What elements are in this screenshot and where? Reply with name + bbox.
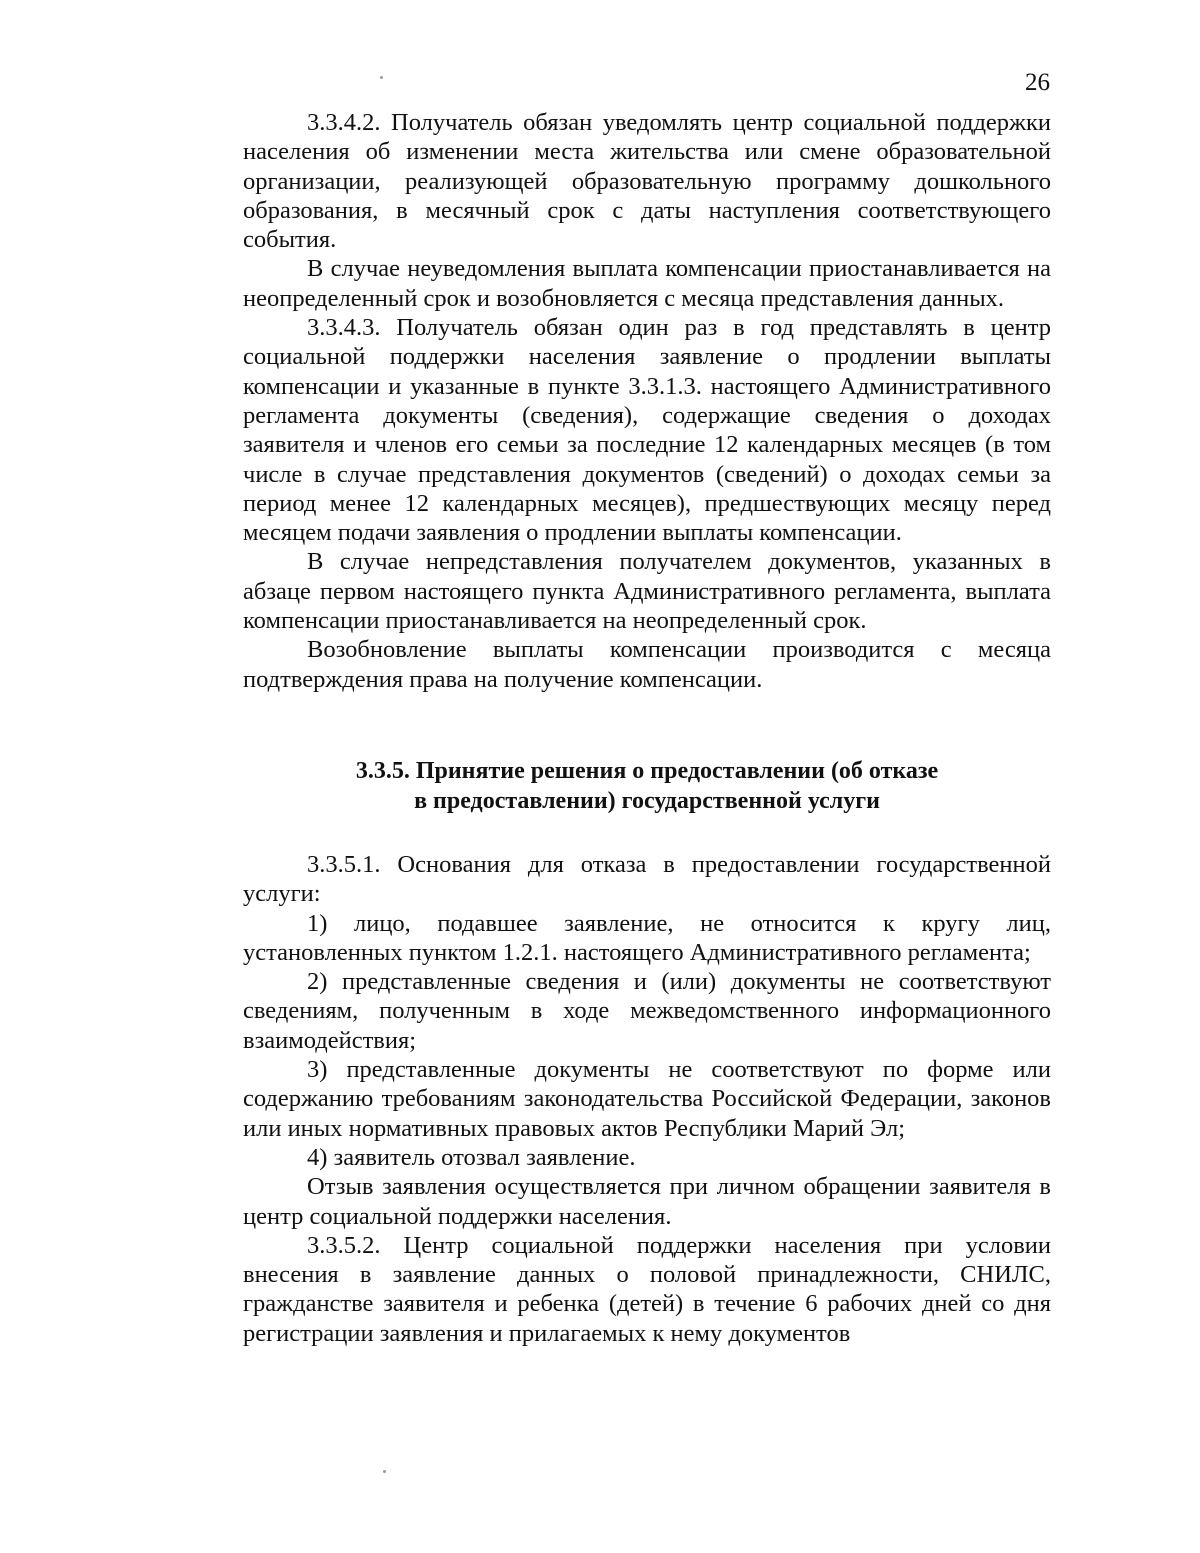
scan-speck	[380, 76, 383, 79]
heading-spacer	[243, 816, 1051, 850]
list-item-3: 3) представленные документы не соответствуют по форме или содержанию требованиям законодательства Российской Федерации, законов или иных нормативных правовых актов Республики Марий Эл;	[243, 1056, 1051, 1142]
paragraph-withdrawal: Отзыв заявления осуществляется при личном обращении заявителя в центр социальной поддержки населения.	[243, 1173, 1051, 1230]
paragraph-resumption: Возобновление выплаты компенсации производится с месяца подтверждения права на получение компенсации.	[243, 636, 1051, 693]
document-body	[243, 108, 1051, 1348]
list-item-2: 2) представленные сведения и (или) документы не соответствуют сведениям, полученным в ходе межведомственного информационного взаимодействия;	[243, 968, 1051, 1054]
list-item-4: 4) заявитель отозвал заявление.	[307, 1143, 636, 1171]
list-item-1: 1) лицо, подавшее заявление, не относится к кругу лиц, установленных пунктом 1.2.1. настоящего Административного регламента;	[243, 909, 1051, 966]
paragraph-3-3-5-1: 3.3.5.1. Основания для отказа в предоставлении государственной услуги:	[243, 850, 1051, 908]
section-heading-3-3-5	[243, 756, 1051, 816]
page-number: 26	[1025, 69, 1050, 96]
paragraph-non-notification: В случае неуведомления выплата компенсации приостанавливается на неопределенный срок и возобновляется с месяца представления данных.	[243, 255, 1051, 312]
scan-speck	[383, 1470, 386, 1473]
section-heading-line-2: в предоставлении) государственной услуги	[414, 787, 880, 814]
paragraph-3-3-5-2: 3.3.5.2. Центр социальной поддержки населения при условии внесения в заявление данных о половой принадлежности, СНИЛС, гражданстве заявителя и ребенка (детей) в течение 6 рабочих дней со дня регистрации заявления и прилагаемых к нему документов	[243, 1231, 1051, 1347]
paragraph-3-3-4-2: 3.3.4.2. Получатель обязан уведомлять центр социальной поддержки населения об изменении места жительства или смене образовательной организации, реализующей образовательную программу дошкольного образования, в месячный срок с даты наступления соответствующего события.	[243, 109, 1051, 254]
paragraph-non-submission: В случае непредставления получателем документов, указанных в абзаце первом настоящего пункта Административного регламента, выплата компенсации приостанавливается на неопределенный срок.	[243, 548, 1051, 635]
section-heading-line-1: 3.3.5. Принятие решения о предоставлении (об отказе	[355, 757, 939, 784]
paragraph-3-3-4-3: 3.3.4.3. Получатель обязан один раз в год представлять в центр социальной поддержки населения заявление о продлении выплаты компенсации и указанные в пункте 3.3.1.3. настоящего Административного регламента документы (сведения), содержащие сведения о доходах заявителя и членов его семьи за последние 12 календарных месяцев (в том числе в случае представления документов (сведений) о доходах семьи за период менее 12 календарных месяцев), предшествующих месяцу перед месяцем подачи заявления о продлении выплаты компенсации.	[243, 314, 1051, 547]
